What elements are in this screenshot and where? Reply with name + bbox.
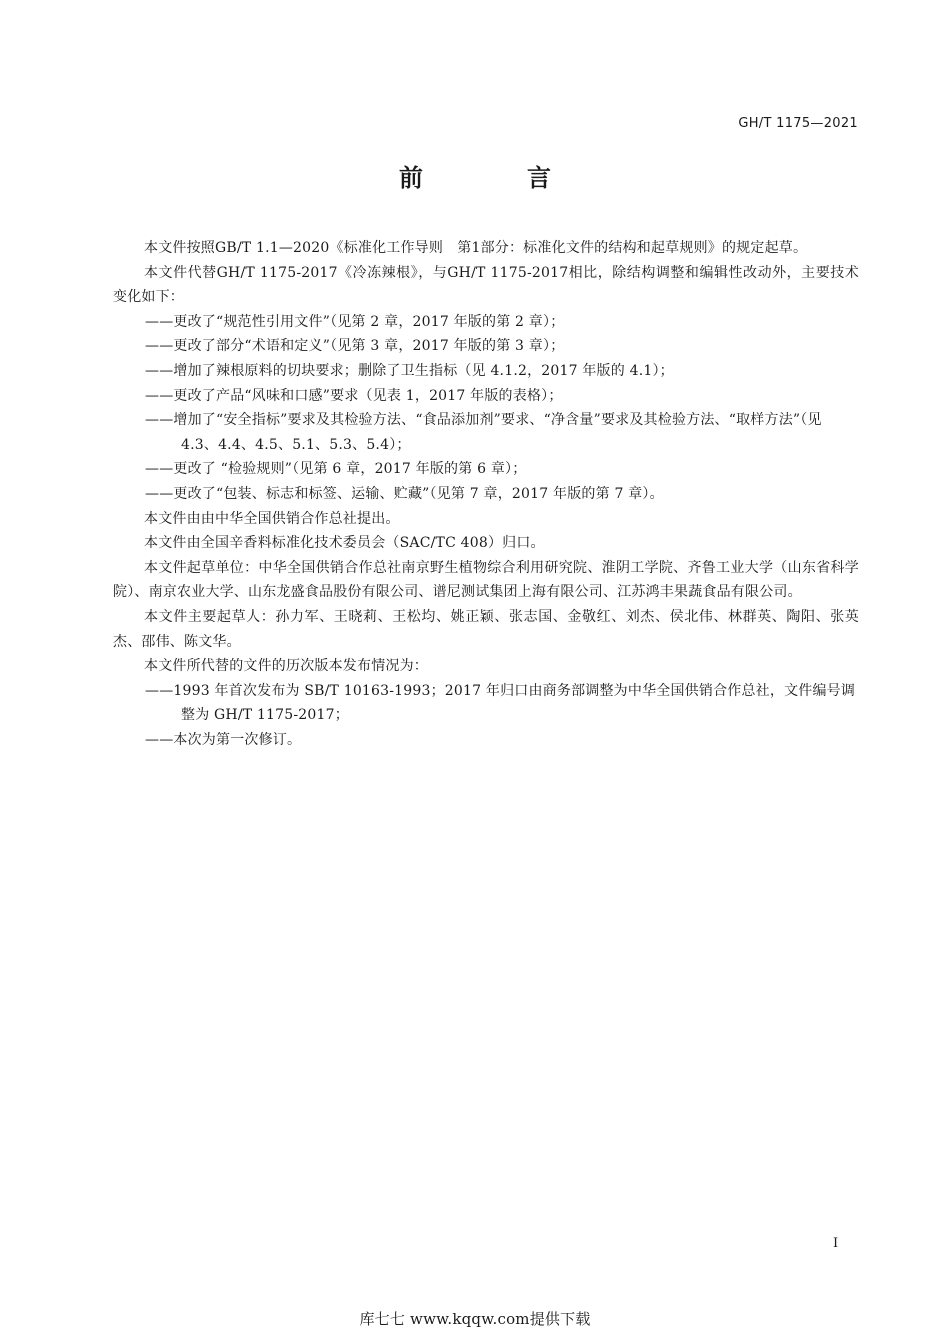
page-number: I [833,1236,839,1251]
change-list-item: ——更改了“包装、标志和标签、运输、贮藏”（见第 7 章，2017 年版的第 7 章）。 [145,485,664,502]
change-list-item: ——更改了部分“术语和定义”（见第 3 章，2017 年版的第 3 章）； [145,338,565,355]
change-list-item: ——更改了“规范性引用文件”（见第 2 章，2017 年版的第 2 章）； [145,313,565,330]
download-footer: 库七七 www.kqqw.com提供下载 [359,1310,591,1328]
paragraph-drafting-rules: 本文件按照GB/T 1.1—2020《标准化工作导则 第1部分：标准化文件的结构和起草规则》的规定起草。 [144,240,808,256]
paragraph-drafters: 本文件主要起草人：孙力军、王晓莉、王松均、姚正颖、张志国、金敬红、刘杰、侯北伟、林群英、陶阳、张英杰、邵伟、陈文华。 [113,608,859,650]
paragraph-history-intro: 本文件所代替的文件的历次版本发布情况为： [144,658,428,675]
document-body [113,236,859,752]
paragraph-replacement: 本文件代替GH/T 1175-2017《冷冻辣根》，与GH/T 1175-2017相比，除结构调整和编辑性改动外，主要技术变化如下： [113,264,859,306]
paragraph-committee: 本文件由全国辛香料标准化技术委员会（SAC/TC 408）归口。 [144,535,545,552]
paragraph-drafting-units: 本文件起草单位：中华全国供销合作总社南京野生植物综合利用研究院、淮阴工学院、齐鲁工业大学（山东省科学院）、南京农业大学、山东龙盛食品股份有限公司、谱尼测试集团上海有限公司、江苏鸿丰果蔬食品有限公司。 [113,559,859,601]
paragraph-proposer: 本文件由由中华全国供销合作总社提出。 [144,510,400,527]
change-list-item: ——增加了“安全指标”要求及其检验方法、“食品添加剂”要求、“净含量”要求及其检验方法、“取样方法”（见 4.3、4.4、4.5、5.1、5.3、5.4）； [145,412,822,453]
standard-code: GH/T 1175—2021 [738,116,858,131]
change-list-item: ——更改了 “检验规则”（见第 6 章，2017 年版的第 6 章）； [145,461,527,478]
change-list-item: ——增加了辣根原料的切块要求；删除了卫生指标（见 4.1.2，2017 年版的 4.1）； [145,362,674,379]
page-title: 前 言 [399,164,591,192]
history-list-item: ——本次为第一次修订。 [145,731,302,748]
history-list-item: ——1993 年首次发布为 SB/T 10163-1993；2017 年归口由商务部调整为中华全国供销合作总社，文件编号调整为 GH/T 1175-2017； [145,682,856,724]
change-list-item: ——更改了产品“风味和口感”要求（见表 1，2017 年版的表格）； [145,387,563,404]
